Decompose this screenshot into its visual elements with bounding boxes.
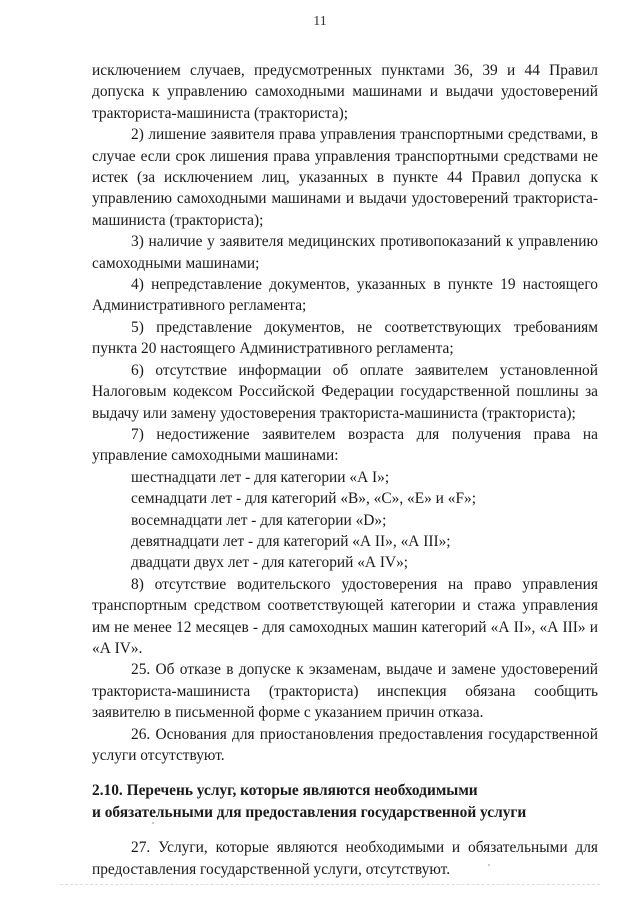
scan-footer-artifact [60, 884, 600, 887]
section-heading-line-1: 2.10. Перечень услуг, которые являются необходимыми [92, 782, 478, 800]
age-list-item: восемнадцати лет - для категории «D»; [131, 511, 387, 529]
paragraph-item-4: 4) непредставление документов, указанных в пункте 19 настоящего Административного регламента; [92, 276, 598, 315]
age-list-item: девятнадцати лет - для категорий «А II», «А III»; [131, 532, 451, 550]
spacer [92, 823, 598, 837]
document-body [92, 60, 598, 880]
scan-speck [488, 864, 490, 866]
age-list-item: двадцати двух лет - для категорий «А IV»; [131, 554, 409, 572]
scan-speck [152, 822, 154, 824]
paragraph-item-7: 7) недостижение заявителем возраста для получения права на управление самоходными машинами: [92, 425, 598, 465]
paragraph-item-6: 6) отсутствие информации об оплате заявителем установленной Налоговым кодексом Российской Федерации государственной пошлины за выдачу или замену удостоверения тракториста-машиниста (тракториста); [92, 361, 598, 422]
paragraph-item-3: 3) наличие у заявителя медицинских противопоказаний к управлению самоходными машинами; [92, 233, 598, 272]
section-heading-line-2: и обязательными для предоставления государственной услуги [92, 803, 527, 821]
paragraph-25: 25. Об отказе в допуске к экзаменам, выдаче и замене удостоверений тракториста-машиниста (тракториста) инспекция обязана сообщить заявителю в письменной форме с указанием причин отказа. [92, 661, 598, 722]
age-list-item: семнадцати лет - для категорий «В», «С», «Е» и «F»; [131, 490, 476, 508]
spacer [92, 766, 598, 780]
paragraph-27: 27. Услуги, которые являются необходимыми и обязательными для предоставления государственной услуги, отсутствуют. [92, 839, 598, 878]
paragraph-item-2: 2) лишение заявителя права управления транспортными средствами, в случае если срок лишения права управления транспортными средствами не истек (за исключением лиц, указанных в пункте 44 Правил допуска к управлению самоходными машинами и выдачи удостоверений тракториста-машиниста (тракториста); [92, 126, 598, 229]
paragraph-item-5: 5) представление документов, не соответствующих требованиям пункта 20 настоящего Административного регламента; [92, 318, 598, 358]
paragraph-continuation: исключением случаев, предусмотренных пунктами 36, 39 и 44 Правил допуска к управлению самоходными машинами и выдачи удостоверений тракториста-машиниста (тракториста); [92, 62, 598, 122]
age-list-item: шестнадцати лет - для категории «А I»; [131, 468, 390, 486]
paragraph-26: 26. Основания для приостановления предоставления государственной услуги отсутствуют. [92, 725, 598, 764]
page-number: 11 [313, 14, 327, 29]
paragraph-item-8: 8) отсутствие водительского удостоверения на право управления транспортным средством соответствующей категории и стажа управления им не менее 12 месяцев - для самоходных машин категорий «А II», «А III» и «А IV». [92, 575, 598, 657]
